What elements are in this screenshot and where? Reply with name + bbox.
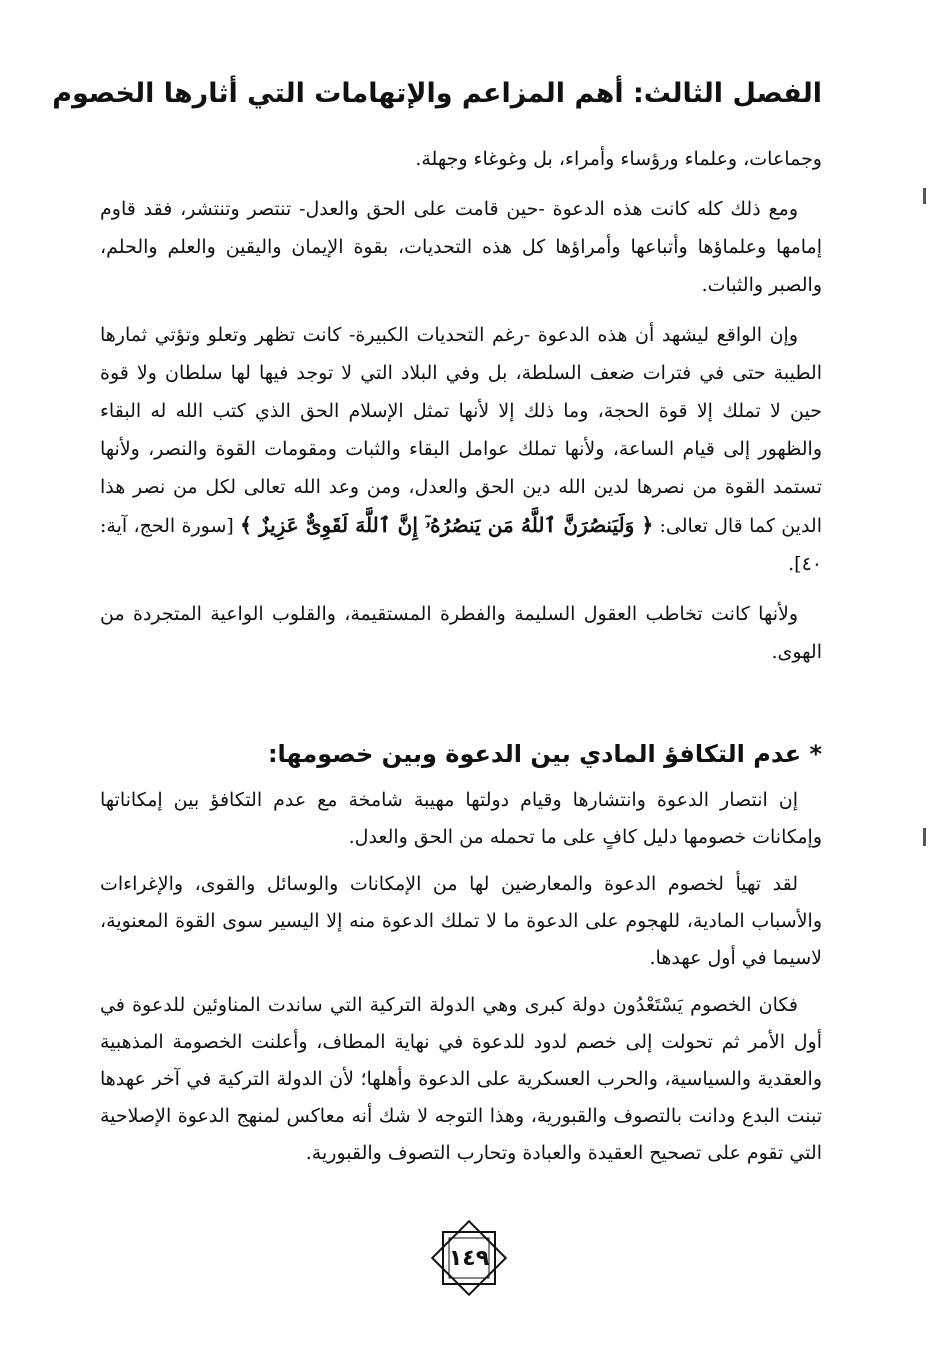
paragraph: ولأنها كانت تخاطب العقول السليمة والفطرة المستقيمة، والقلوب الواعية المتجردة من الهوى.: [100, 603, 822, 663]
margin-mark: [923, 188, 926, 204]
page-number: ١٤٩: [448, 1245, 490, 1271]
paragraph: [100, 316, 822, 583]
paragraph: وجماعات، وعلماء ورؤساء وأمراء، بل وغوغاء وجهلة.: [415, 148, 822, 170]
quran-verse: ﴿ وَلَيَنصُرَنَّ ٱللَّهُ مَن يَنصُرُهُۥٓ إِنَّ ٱللَّهَ لَقَوِىٌّ عَزِيزٌ ﴾: [240, 513, 654, 537]
paragraph: ومع ذلك كله كانت هذه الدعوة -حين قامت على الحق والعدل- تنتصر وتنتشر، فقد قاوم إمامها وعلماؤها وأتباعها وأمراؤها كل هذه التحديات، بقوة الإيمان واليقين والعلم والحلم، والصبر والثبات.: [100, 198, 822, 296]
paragraph-text: وإن الواقع ليشهد أن هذه الدعوة -رغم التحديات الكبيرة- كانت تظهر وتعلو وتؤتي ثمارها الطيبة حتى في فترات ضعف السلطة، بل وفي البلاد التي لا توجد فيها لها سلطان ولا قوة حين لا تملك إلا قوة الحجة، وما ذلك إلا لأنها تمثل الإسلام الحق الذي كتب الله له البقاء والظهور إلى قيام الساعة، ولأنها تملك عوامل البقاء والثبات ومقومات القوة والنصر، ولأنها تستمد القوة من نصرها لدين الله دين الحق والعدل، ومن وعد الله تعالى لكل من نصر هذا الدين كما قال تعالى:: [100, 324, 822, 537]
paragraph: إن انتصار الدعوة وانتشارها وقيام دولتها مهيبة شامخة مع عدم التكافؤ بين إمكاناتها وإمكانات خصومها دليل كافٍ على ما تحمله من الحق والعدل.: [100, 789, 822, 848]
margin-mark: [923, 828, 926, 846]
page-number-ornament: [423, 1212, 515, 1304]
chapter-title: الفصل الثالث: أهم المزاعم والإتهامات التي أثارها الخصوم: [52, 77, 822, 109]
section-text: [100, 782, 822, 1182]
paragraph: فكان الخصوم يَسْتَعْدُون دولة كبرى وهي الدولة التركية التي ساندت المناوئين للدعوة في أول الأمر ثم تحولت إلى خصم لدود للدعوة في نهاية المطاف، وأعلنت الخصومة المذهبية والعقدية والسياسية، والحرب العسكرية على الدعوة وأهلها؛ لأن الدولة التركية في آخر عهدها تبنت البدع ودانت بالتصوف والقبورية، وهذا التوجه لا شك أنه معاكس لمنهج الدعوة الإصلاحية التي تقوم على تصحيح العقيدة والعبادة وتحارب التصوف والقبورية.: [100, 994, 822, 1164]
running-header: [52, 70, 822, 116]
paragraph: لقد تهيأ لخصوم الدعوة والمعارضين لها من الإمكانات والوسائل والقوى، والإغراءات والأسباب المادية، للهجوم على الدعوة ما لا تملك الدعوة منه إلا اليسير سوى القوة المعنوية، لاسيما في أول عهدها.: [100, 873, 822, 969]
main-text: [100, 140, 822, 683]
verse-reference: [سورة الحج، آية: ٤٠].: [100, 515, 822, 575]
section-heading: * عدم التكافؤ المادي بين الدعوة وبين خصومها:: [267, 740, 822, 768]
